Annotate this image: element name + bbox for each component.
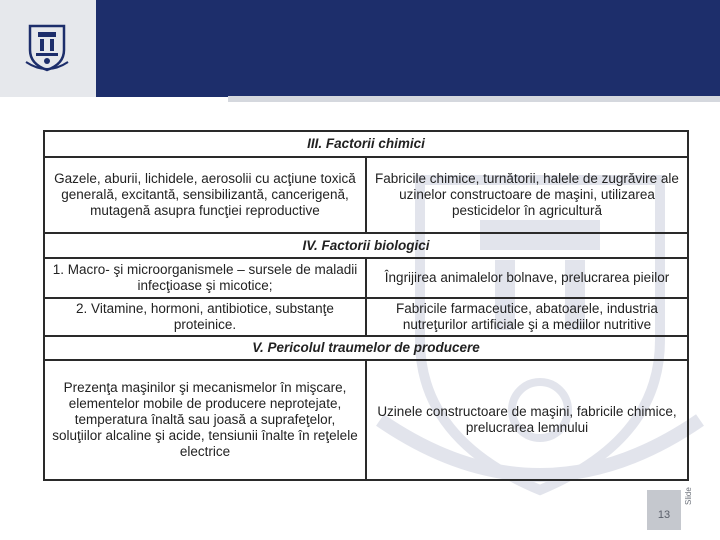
header-band bbox=[96, 0, 720, 97]
university-crest-icon bbox=[24, 20, 70, 74]
section-title-biological: IV. Factorii biologici bbox=[44, 233, 688, 258]
hazards-table bbox=[43, 130, 689, 481]
table-row bbox=[44, 360, 688, 480]
table-row bbox=[44, 157, 688, 233]
slide-number bbox=[647, 490, 681, 530]
header-shadow bbox=[228, 96, 720, 102]
section-header-row bbox=[44, 131, 688, 157]
table-row bbox=[44, 298, 688, 336]
logo-box bbox=[0, 0, 96, 97]
section-header-row bbox=[44, 233, 688, 258]
slide-number-label: 13 bbox=[657, 509, 671, 521]
source-cell: Fabricile farmaceutice, abatoarele, industria nutreţurilor artificiale şi a mediilor nutritive bbox=[366, 298, 688, 336]
source-cell: Fabricile chimice, turnătorii, halele de zugrăvire ale uzinelor constructoare de maşini, utilizarea pesticidelor în agricultură bbox=[366, 157, 688, 233]
section-title-chemical: III. Factorii chimici bbox=[44, 131, 688, 157]
hazard-cell: 2. Vitamine, hormoni, antibiotice, substanţe proteinice. bbox=[44, 298, 366, 336]
source-cell: Uzinele constructoare de maşini, fabricile chimice, prelucrarea lemnului bbox=[366, 360, 688, 480]
table-row bbox=[44, 258, 688, 298]
slide-label: Slide bbox=[684, 487, 693, 505]
source-cell: Îngrijirea animalelor bolnave, prelucrarea pieilor bbox=[366, 258, 688, 298]
hazard-cell: Gazele, aburii, lichidele, aerosolii cu acţiune toxică generală, excitantă, sensibilizantă, cancerigenă, mutagenă asupra funcţiei reproductive bbox=[44, 157, 366, 233]
section-header-row bbox=[44, 336, 688, 360]
hazard-cell: 1. Macro- şi microorganismele – sursele de maladii infecţioase şi micotice; bbox=[44, 258, 366, 298]
section-title-trauma: V. Pericolul traumelor de producere bbox=[44, 336, 688, 360]
hazard-cell: Prezenţa maşinilor şi mecanismelor în mişcare, elementelor mobile de producere neprotejate, temperatura înaltă sau joasă a suprafeţelor, soluţiilor alcaline şi acide, tensiunii înalte în reţelele electrice bbox=[44, 360, 366, 480]
